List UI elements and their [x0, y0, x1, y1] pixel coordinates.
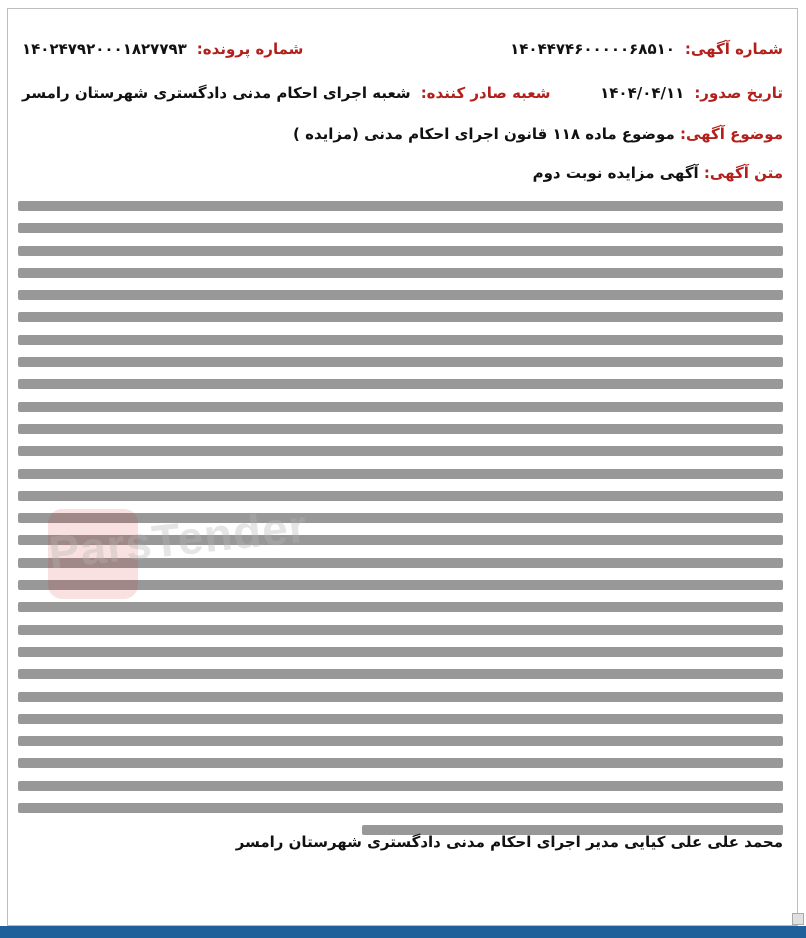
- issue-date-value: ۱۴۰۴/۰۴/۱۱: [600, 84, 685, 102]
- body-line: [18, 641, 783, 663]
- body-line: [18, 686, 783, 708]
- body-line: [18, 329, 783, 351]
- body-line: [18, 240, 783, 262]
- body-line: [18, 730, 783, 752]
- watermark-logo: [48, 509, 138, 599]
- body-line: [18, 463, 783, 485]
- body-heading: آگهی مزایده نوبت دوم: [532, 164, 699, 182]
- body-line: [18, 418, 783, 440]
- case-number-label: شماره پرونده:: [196, 40, 304, 58]
- topic-label: موضوع آگهی:: [679, 125, 783, 143]
- issuer: [22, 84, 551, 102]
- meta-row-second: [22, 79, 783, 107]
- body-line: [18, 373, 783, 395]
- bottom-bar: [0, 926, 806, 938]
- body-line: [18, 440, 783, 462]
- topic-value: موضوع ماده ۱۱۸ قانون اجرای احکام مدنی (مزایده ): [293, 125, 675, 143]
- body-line: [18, 619, 783, 641]
- issuer-label: شعبه صادر کننده:: [420, 84, 551, 102]
- body-line: [18, 396, 783, 418]
- body-line: [18, 284, 783, 306]
- notice-heading: [533, 164, 783, 182]
- notice-number: [510, 40, 783, 58]
- body-line: [18, 596, 783, 618]
- body-label: متن آگهی:: [703, 164, 783, 182]
- body-line: [18, 306, 783, 328]
- case-number-value: ۱۴۰۲۴۷۹۲۰۰۰۱۸۲۷۷۹۳: [22, 40, 187, 58]
- notice-frame: [7, 8, 798, 926]
- issue-date: [600, 84, 783, 102]
- body-line: [18, 797, 783, 819]
- issue-date-label: تاریخ صدور:: [694, 84, 783, 102]
- notice-number-value: ۱۴۰۴۴۷۴۶۰۰۰۰۰۶۸۵۱۰: [510, 40, 675, 58]
- body-line: [18, 195, 783, 217]
- scroll-down-arrow[interactable]: [792, 913, 804, 925]
- body-line: [18, 708, 783, 730]
- body-line: [18, 485, 783, 507]
- body-line: [18, 752, 783, 774]
- watermark-text: ParsTender: [46, 499, 310, 579]
- issuer-value: شعبه اجرای احکام مدنی دادگستری شهرستان رامسر: [22, 84, 411, 102]
- signature-line: محمد علی علی کیایی مدیر اجرای احکام مدنی دادگستری شهرستان رامسر: [235, 833, 783, 851]
- meta-row-top: [22, 35, 783, 63]
- notice-number-label: شماره آگهی:: [684, 40, 783, 58]
- body-line: [18, 217, 783, 239]
- case-number: [22, 40, 303, 58]
- body-line: [18, 663, 783, 685]
- body-line: [18, 351, 783, 373]
- body-line: [18, 775, 783, 797]
- body-line: [18, 262, 783, 284]
- notice-topic: [293, 125, 783, 143]
